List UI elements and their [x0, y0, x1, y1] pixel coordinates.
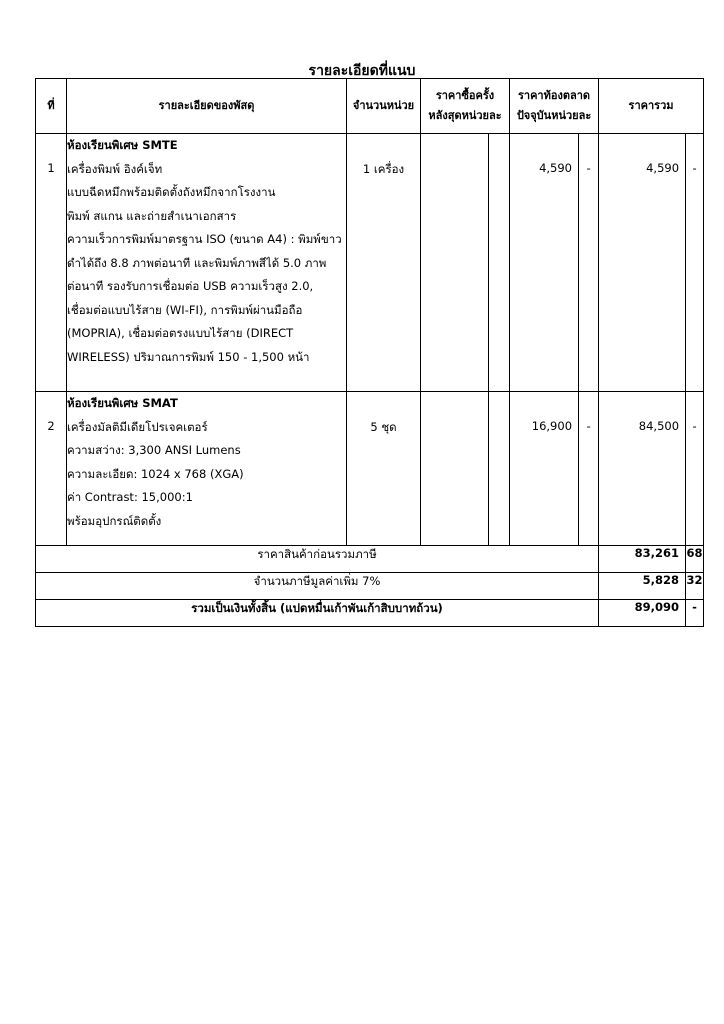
header-last-price [421, 79, 510, 134]
item-total: 84,500 [599, 392, 686, 546]
item-market-satang: - [579, 134, 599, 392]
item-room: ห้องเรียนพิเศษ SMTE [67, 138, 178, 152]
document-title: รายละเอียดที่แนบ [308, 63, 416, 79]
item-desc-line: ความเร็วการพิมพ์มาตรฐาน ISO (ขนาด A4) : พิมพ์ขาว [67, 232, 342, 246]
item-last-price [421, 392, 489, 546]
grand-total-label: รวมเป็นเงินทั้งสิ้น (แปดหมื่นเก้าพันเก้าสิบบาทถ้วน) [36, 600, 599, 627]
pretax-label: ราคาสินค้าก่อนรวมภาษี [36, 546, 599, 573]
item-desc-line: WIRELESS) ปริมาณการพิมพ์ 150 - 1,500 หน้า [67, 349, 310, 364]
item-desc-line: ต่อนาที รองรับการเชื่อมต่อ USB ความเร็วสูง 2.0, [67, 279, 314, 293]
item-last-price [421, 134, 489, 392]
item-qty: 1 เครื่อง [347, 134, 421, 392]
item-desc-line: พิมพ์ สแกน และถ่ายสำเนาเอกสาร [67, 208, 237, 223]
item-desc-line: ความสว่าง: 3,300 ANSI Lumens [67, 443, 241, 457]
item-market-price: 16,900 [510, 392, 579, 546]
item-desc-line: เครื่องพิมพ์ อิงค์เจ็ท [67, 161, 163, 176]
table-row [36, 134, 704, 392]
item-last-price-satang [489, 392, 510, 546]
item-total-satang: - [686, 134, 704, 392]
grand-total-satang: - [686, 600, 704, 627]
header-last-price-line2: หลังสุดหน่วยละ [428, 109, 502, 122]
header-total: ราคารวม [599, 79, 704, 134]
header-last-price-line1: ราคาซื้อครั้ง [435, 89, 495, 102]
item-total: 4,590 [599, 134, 686, 392]
item-no: 2 [36, 392, 67, 546]
pretax-baht: 83,261 [599, 546, 686, 573]
item-desc-line: ความละเอียด: 1024 x 768 (XGA) [67, 466, 244, 481]
item-no: 1 [36, 134, 67, 392]
vat-satang: 32 [686, 573, 704, 600]
header-row [36, 79, 704, 134]
item-description [67, 134, 347, 392]
item-desc-line: พร้อมอุปกรณ์ติดตั้ง [67, 513, 162, 528]
grand-total-baht: 89,090 [599, 600, 686, 627]
item-room: ห้องเรียนพิเศษ SMAT [67, 396, 178, 410]
summary-row-vat [36, 573, 704, 600]
item-market-satang: - [579, 392, 599, 546]
item-qty: 5 ชุด [347, 392, 421, 546]
item-market-price: 4,590 [510, 134, 579, 392]
table-row [36, 392, 704, 546]
summary-row-grand-total [36, 600, 704, 627]
summary-row-pretax [36, 546, 704, 573]
header-no: ที่ [36, 79, 67, 134]
item-desc-line: ค่า Contrast: 15,000:1 [67, 490, 193, 504]
items-table [35, 78, 704, 627]
item-total-satang: - [686, 392, 704, 546]
vat-label: จำนวนภาษีมูลค่าเพิ่ม 7% [36, 573, 599, 600]
item-desc-line: เครื่องมัลติมีเดียโปรเจคเตอร์ [67, 419, 208, 434]
header-market-line1: ราคาท้องตลาด [517, 89, 591, 102]
item-desc-line: แบบฉีดหมึกพร้อมติดตั้งถังหมึกจากโรงงาน [67, 185, 276, 199]
vat-baht: 5,828 [599, 573, 686, 600]
header-market-line2: ปัจจุบันหน่วยละ [516, 109, 592, 122]
header-market-price [510, 79, 599, 134]
item-desc-line: เชื่อมต่อแบบไร้สาย (WI-FI), การพิมพ์ผ่านมือถือ [67, 302, 303, 317]
header-desc: รายละเอียดของพัสดุ [67, 79, 347, 134]
item-description [67, 392, 347, 546]
header-qty: จำนวนหน่วย [347, 79, 421, 134]
item-desc-line: (MOPRIA), เชื่อมต่อตรงแบบไร้สาย (DIRECT [67, 326, 294, 340]
item-last-price-satang [489, 134, 510, 392]
pretax-satang: 68 [686, 546, 704, 573]
item-desc-line: ดำได้ถึง 8.8 ภาพต่อนาที และพิมพ์ภาพสีได้ 5.0 ภาพ [67, 255, 327, 270]
